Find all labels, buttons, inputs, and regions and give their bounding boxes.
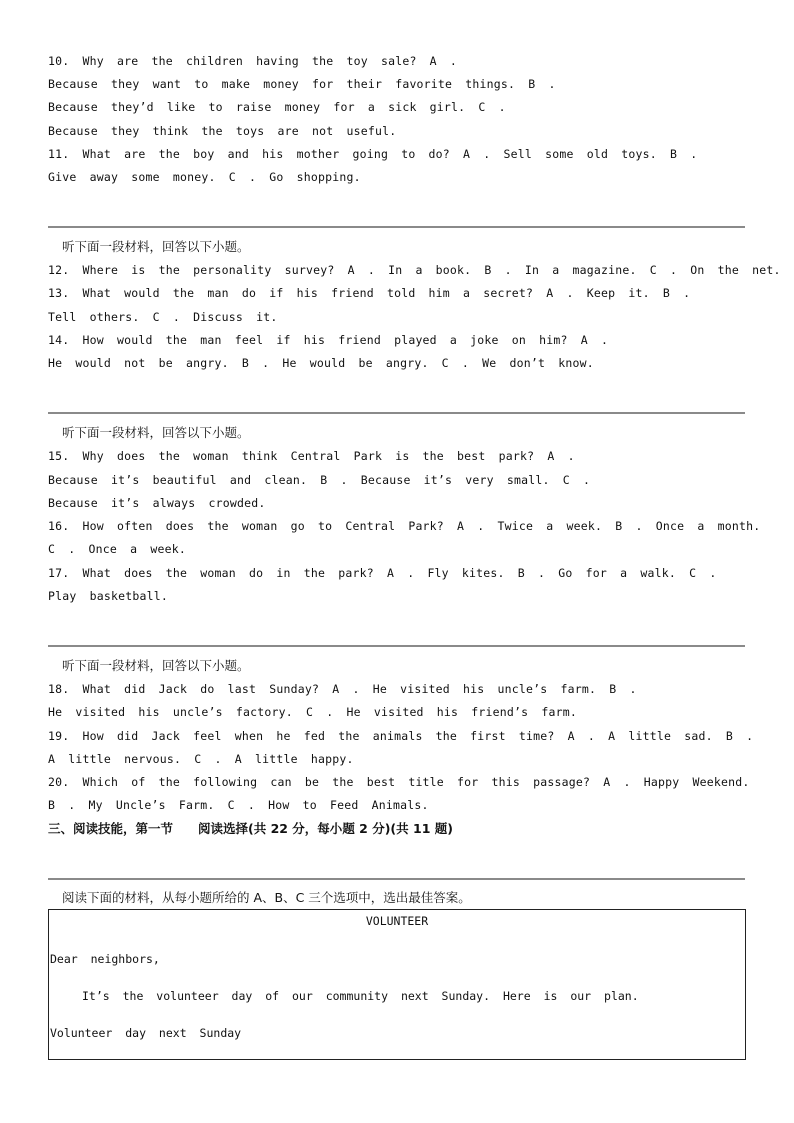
q18-text: 18. What did Jack do last Sunday? A . He visited his uncle’s farm. B . <box>48 682 637 696</box>
passage-body: It’s the volunteer day of our community next Sunday. Here is our plan. <box>82 989 639 1003</box>
section3-intro: 听下面一段材料，回答以下小题。 <box>62 425 250 440</box>
q15-options: Because it’s beautiful and clean. B . Because it’s very small. C . <box>48 473 591 487</box>
q11-text: 11. What are the boy and his mother going to do? A . Sell some old toys. B . <box>48 147 698 161</box>
q10-text: 10. Why are the children having the toy sale? A . <box>48 54 458 68</box>
q12-text: 12. Where is the personality survey? A . In a book. B . In a magazine. C . On the net. <box>48 263 781 277</box>
q16-text: 16. How often does the woman go to Central Park? A . Twice a week. B . Once a month. <box>48 519 761 533</box>
section-divider <box>48 412 745 414</box>
passage-subtitle: Volunteer day next Sunday <box>50 1026 242 1040</box>
section4-intro: 听下面一段材料，回答以下小题。 <box>62 658 250 673</box>
q15-option-c: Because it’s always crowded. <box>48 496 266 510</box>
q13-options: Tell others. C . Discuss it. <box>48 310 278 324</box>
passage-greeting: Dear neighbors, <box>50 952 160 966</box>
q19-text: 19. How did Jack feel when he fed the animals the first time? A . A little sad. B . <box>48 729 754 743</box>
q13-text: 13. What would the man do if his friend told him a secret? A . Keep it. B . <box>48 286 691 300</box>
q14-options: He would not be angry. B . He would be angry. C . We don’t know. <box>48 356 594 370</box>
q11-options: Give away some money. C . Go shopping. <box>48 170 361 184</box>
q15-text: 15. Why does the woman think Central Park is the best park? A . <box>48 449 575 463</box>
part3-heading: 三、阅读技能，第一节 阅读选择(共 22 分，每小题 2 分)(共 11 题) <box>48 821 453 836</box>
q20-options: B . My Uncle’s Farm. C . How to Feed Animals. <box>48 798 429 812</box>
section2-intro: 听下面一段材料，回答以下小题。 <box>62 239 250 254</box>
q17-text: 17. What does the woman do in the park? A . Fly kites. B . Go for a walk. C . <box>48 566 717 580</box>
q16-option-c: C . Once a week. <box>48 542 186 556</box>
q20-text: 20. Which of the following can be the best title for this passage? A . Happy Weekend. <box>48 775 750 789</box>
q10-option-a: Because they want to make money for their favorite things. B . <box>48 77 556 91</box>
q10-option-c: Because they think the toys are not useful. <box>48 124 397 138</box>
section-divider <box>48 226 745 228</box>
q18-options: He visited his uncle’s factory. C . He visited his friend’s farm. <box>48 705 578 719</box>
q17-option-c: Play basketball. <box>48 589 168 603</box>
q10-option-b: Because they’d like to raise money for a sick girl. C . <box>48 100 506 114</box>
q14-text: 14. How would the man feel if his friend played a joke on him? A . <box>48 333 609 347</box>
section-divider <box>48 878 745 880</box>
passage-box <box>48 909 746 1060</box>
passage-title: VOLUNTEER <box>365 914 429 928</box>
q19-options: A little nervous. C . A little happy. <box>48 752 354 766</box>
section-divider <box>48 645 745 647</box>
reading-intro: 阅读下面的材料，从每小题所给的 A、B、C 三个选项中，选出最佳答案。 <box>62 890 471 905</box>
